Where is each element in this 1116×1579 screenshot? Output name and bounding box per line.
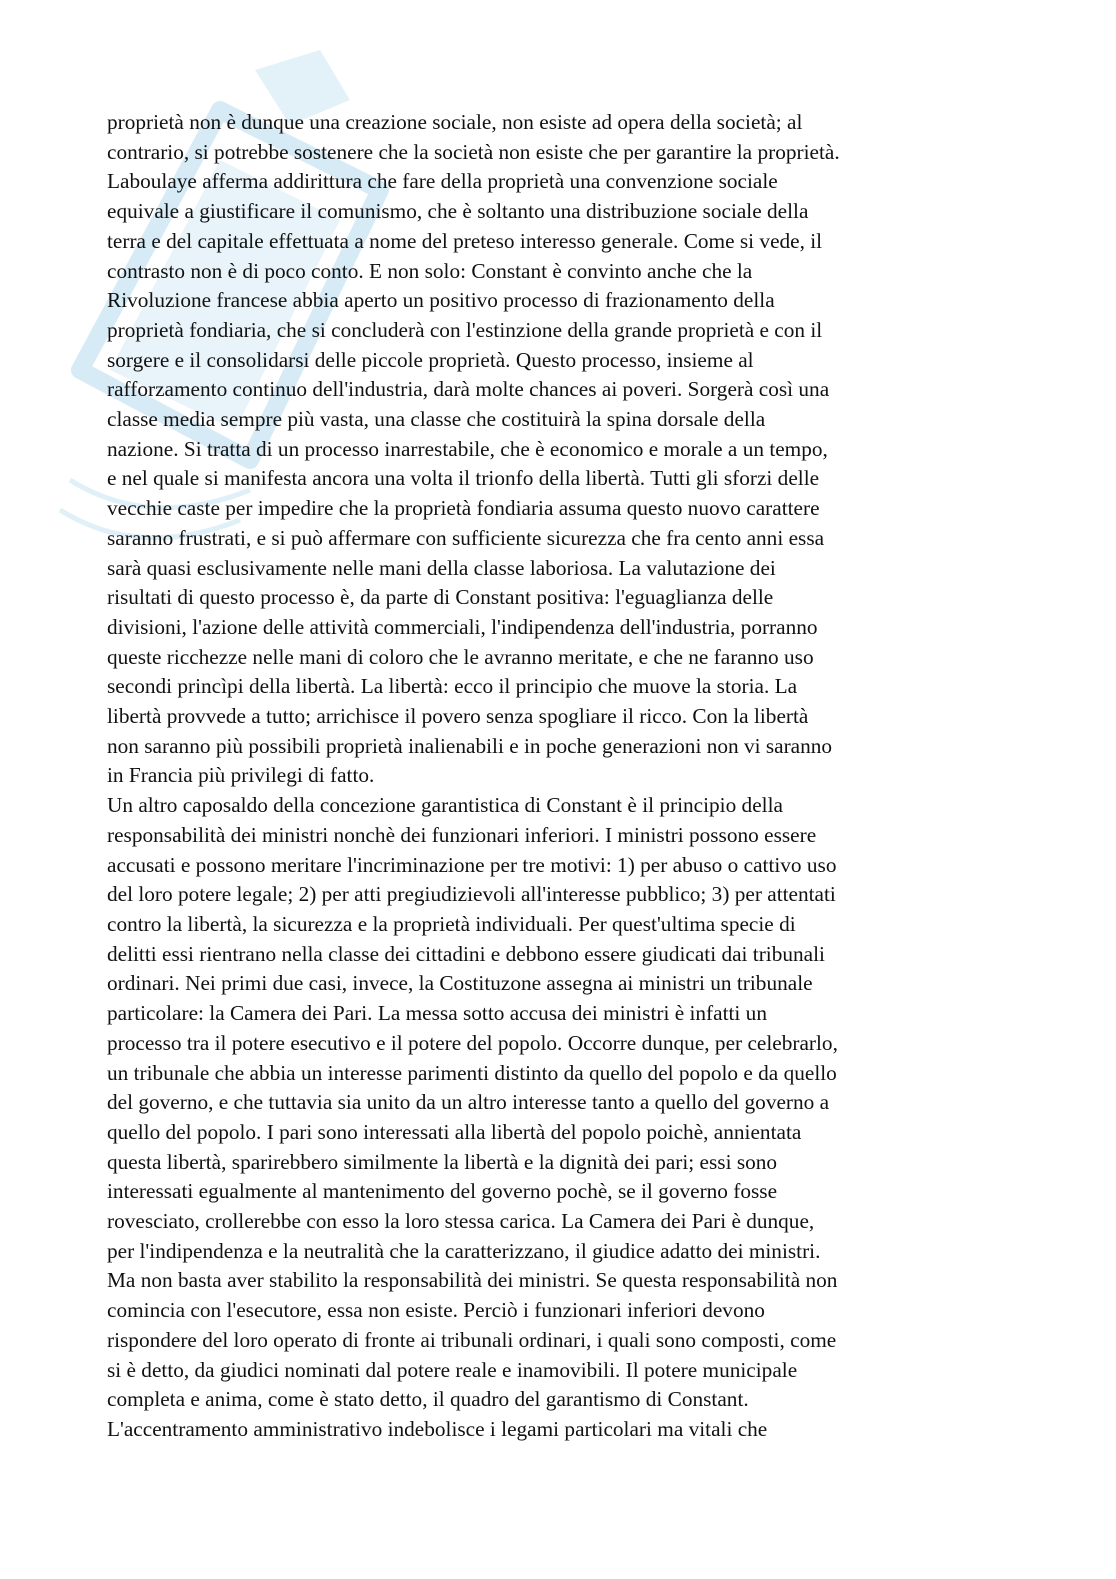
text-line: contrasto non è di poco conto. E non solo: Constant è convinto anche che la (107, 258, 753, 283)
text-line: ordinari. Nei primi due casi, invece, la Costituzone assegna ai ministri un tribunale (107, 971, 813, 996)
text-line: un tribunale che abbia un interesse parimenti distinto da quello del popolo e da quello (107, 1060, 837, 1085)
text-line: vecchie caste per impedire che la proprietà fondiaria assuma questo nuovo carattere (107, 496, 820, 521)
text-line: rafforzamento continuo dell'industria, darà molte chances ai poveri. Sorgerà così una (107, 377, 830, 402)
text-line: Ma non basta aver stabilito la responsabilità dei ministri. Se questa responsabilità non (107, 1268, 838, 1293)
text-line: queste ricchezze nelle mani di coloro che le avranno meritate, e che ne faranno uso (107, 644, 814, 669)
text-line: completa e anima, come è stato detto, il quadro del garantismo di Constant. (107, 1387, 749, 1412)
text-line: rovesciato, crollerebbe con esso la loro stessa carica. La Camera dei Pari è dunque, (107, 1209, 815, 1234)
text-line: Rivoluzione francese abbia aperto un positivo processo di frazionamento della (107, 288, 775, 313)
text-line: divisioni, l'azione delle attività commerciali, l'indipendenza dell'industria, porranno (107, 614, 818, 639)
text-line: risultati di questo processo è, da parte di Constant positiva: l'eguaglianza delle (107, 585, 774, 610)
text-line: terra e del capitale effettuata a nome del preteso interesso generale. Come si vede, il (107, 228, 823, 253)
text-line: del governo, e che tuttavia sia unito da un altro interesse tanto a quello del governo a (107, 1090, 830, 1115)
text-line: proprietà fondiaria, che si concluderà con l'estinzione della grande proprietà e con il (107, 317, 823, 342)
text-line: accusati e possono meritare l'incriminazione per tre motivi: 1) per abuso o cattivo uso (107, 852, 837, 877)
text-line: L'accentramento amministrativo indebolisce i legami particolari ma vitali che (107, 1416, 768, 1441)
text-line: comincia con l'esecutore, essa non esiste. Perciò i funzionari inferiori devono (107, 1298, 765, 1323)
text-line: questa libertà, sparirebbero similmente la libertà e la dignità dei pari; essi sono (107, 1149, 778, 1174)
text-line: equivale a giustificare il comunismo, che è soltanto una distribuzione sociale della (107, 199, 809, 224)
text-line: particolare: la Camera dei Pari. La messa sotto accusa dei ministri è infatti un (107, 1001, 767, 1026)
text-line: contrario, si potrebbe sostenere che la società non esiste che per garantire la proprietà. (107, 139, 840, 164)
text-line: quello del popolo. I pari sono interessati alla libertà del popolo poichè, annientata (107, 1119, 802, 1144)
text-line: processo tra il potere esecutivo e il potere del popolo. Occorre dunque, per celebrarlo, (107, 1030, 838, 1055)
text-line: nazione. Si tratta di un processo inarrestabile, che è economico e morale a un tempo, (107, 436, 828, 461)
text-line: proprietà non è dunque una creazione sociale, non esiste ad opera della società; al (107, 110, 803, 134)
text-line: delitti essi rientrano nella classe dei cittadini e debbono essere giudicati dai tribunali (107, 941, 825, 966)
text-line: responsabilità dei ministri nonchè dei funzionari inferiori. I ministri possono essere (107, 822, 817, 847)
text-line: non saranno più possibili proprietà inalienabili e in poche generazioni non vi saranno (107, 733, 833, 758)
text-line: per l'indipendenza e la neutralità che la caratterizzano, il giudice adatto dei ministri. (107, 1238, 821, 1263)
text-line: Laboulaye afferma addirittura che fare della proprietà una convenzione sociale (107, 169, 778, 194)
text-line: contro la libertà, la sicurezza e la proprietà individuali. Per quest'ultima specie di (107, 911, 796, 936)
text-line: del loro potere legale; 2) per atti pregiudizievoli all'interesse pubblico; 3) per attentati (107, 882, 836, 907)
text-line: saranno frustrati, e si può affermare con sufficiente sicurezza che fra cento anni essa (107, 525, 825, 550)
text-line: si è detto, da giudici nominati dal potere reale e inamovibili. Il potere municipale (107, 1357, 798, 1382)
text-line: rispondere del loro operato di fronte ai tribunali ordinari, i quali sono composti, come (107, 1327, 837, 1352)
text-line: interessati egualmente al mantenimento del governo pochè, se il governo fosse (107, 1179, 778, 1204)
body-text (107, 108, 1007, 1445)
text-line: Un altro caposaldo della concezione garantistica di Constant è il principio della (107, 793, 783, 818)
text-line: classe media sempre più vasta, una classe che costituirà la spina dorsale della (107, 407, 766, 432)
text-line: e nel quale si manifesta ancora una volta il trionfo della libertà. Tutti gli sforzi delle (107, 466, 820, 491)
text-line: libertà provvede a tutto; arrichisce il povero senza spogliare il ricco. Con la libertà (107, 704, 809, 729)
text-line: in Francia più privilegi di fatto. (107, 763, 375, 788)
text-line: sorgere e il consolidarsi delle piccole proprietà. Questo processo, insieme al (107, 347, 754, 372)
text-line: sarà quasi esclusivamente nelle mani della classe laboriosa. La valutazione dei (107, 555, 776, 580)
text-line: secondi princìpi della libertà. La libertà: ecco il principio che muove la storia. La (107, 674, 798, 699)
